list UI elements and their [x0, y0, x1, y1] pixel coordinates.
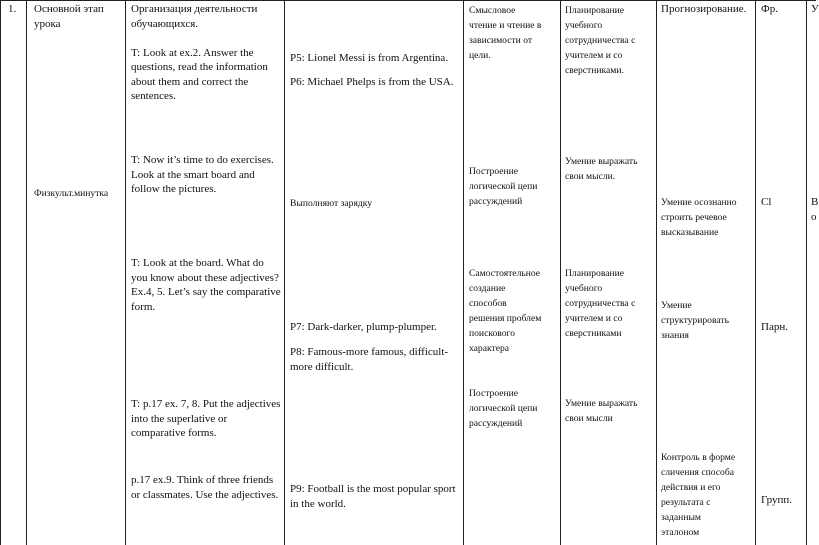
skills-cell: Прогнозирование. — [661, 3, 747, 15]
student-activity-cell: P7: Dark-darker, plump-plumper. — [290, 321, 437, 333]
student-activity-cell: P8: Famous-more famous, difficult- more difficult. — [290, 346, 449, 373]
teacher-activity-cell: Организация деятельности обучающихся. T: Look at ex.2. Answer the questions, read the information about them and correct the sentences. — [131, 3, 268, 102]
skills-cell: Умение выражать свои мысли — [565, 398, 638, 424]
table-border — [26, 0, 27, 545]
table-border — [125, 0, 126, 545]
student-activity-cell: Выполняют зарядку — [290, 198, 373, 209]
skills-cell: Умение осознанно строить речевое высказывание — [661, 197, 737, 238]
skills-cell: Контроль в форме сличения способа действия и его результата с заданным эталоном — [661, 452, 736, 538]
table-border — [755, 0, 756, 545]
skills-cell: Построение логической цепи рассуждений — [469, 166, 538, 207]
table-border — [0, 0, 1, 545]
table-border — [0, 0, 816, 1]
row-number: 1. — [8, 3, 17, 15]
teacher-activity-cell: T: Look at the board. What do you know about these adjectives? Ex.4, 5. Let’s say the comparative form. — [131, 257, 281, 313]
student-activity-cell: P9: Football is the most popular sport in the world. — [290, 483, 456, 510]
table-border — [463, 0, 464, 545]
skills-cell: Планирование учебного сотрудничества с учителем и со сверстниками — [565, 268, 636, 339]
form-cell: Парн. — [761, 321, 788, 333]
table-border — [806, 0, 807, 545]
stage-cell: Физкульт.минутка — [34, 188, 109, 199]
skills-cell: Смысловое чтение и чтение в зависимости от цели. — [469, 5, 542, 61]
student-activity-cell: P5: Lionel Messi is from Argentina. — [290, 52, 449, 64]
skills-cell: Самостоятельное создание способов решения проблем поискового характера — [469, 268, 542, 354]
stage-cell: Основной этап урока — [34, 3, 104, 30]
table-border — [656, 0, 657, 545]
last-col-cell: У — [811, 3, 819, 15]
teacher-activity-cell: T: Now it’s time to do exercises. Look at the smart board and follow the pictures. — [131, 154, 274, 195]
form-cell: Cl — [761, 196, 772, 208]
skills-cell: Умение выражать свои мысли. — [565, 156, 638, 182]
teacher-activity-cell: p.17 ex.9. Think of three friends or classmates. Use the adjectives. — [131, 474, 279, 501]
form-cell: Групп. — [761, 494, 793, 506]
table-border — [284, 0, 285, 545]
student-activity-cell: P6: Michael Phelps is from the USA. — [290, 76, 454, 88]
skills-cell: Планирование учебного сотрудничества с учителем и со сверстниками. — [565, 5, 636, 76]
last-col-cell: В о — [811, 196, 819, 223]
teacher-activity-cell: T: p.17 ex. 7, 8. Put the adjectives into the superlative or comparative forms. — [131, 398, 281, 439]
skills-cell: Построение логической цепи рассуждений — [469, 388, 538, 429]
form-cell: Фр. — [761, 3, 778, 15]
table-border — [560, 0, 561, 545]
skills-cell: Умение структурировать знания — [661, 300, 729, 341]
